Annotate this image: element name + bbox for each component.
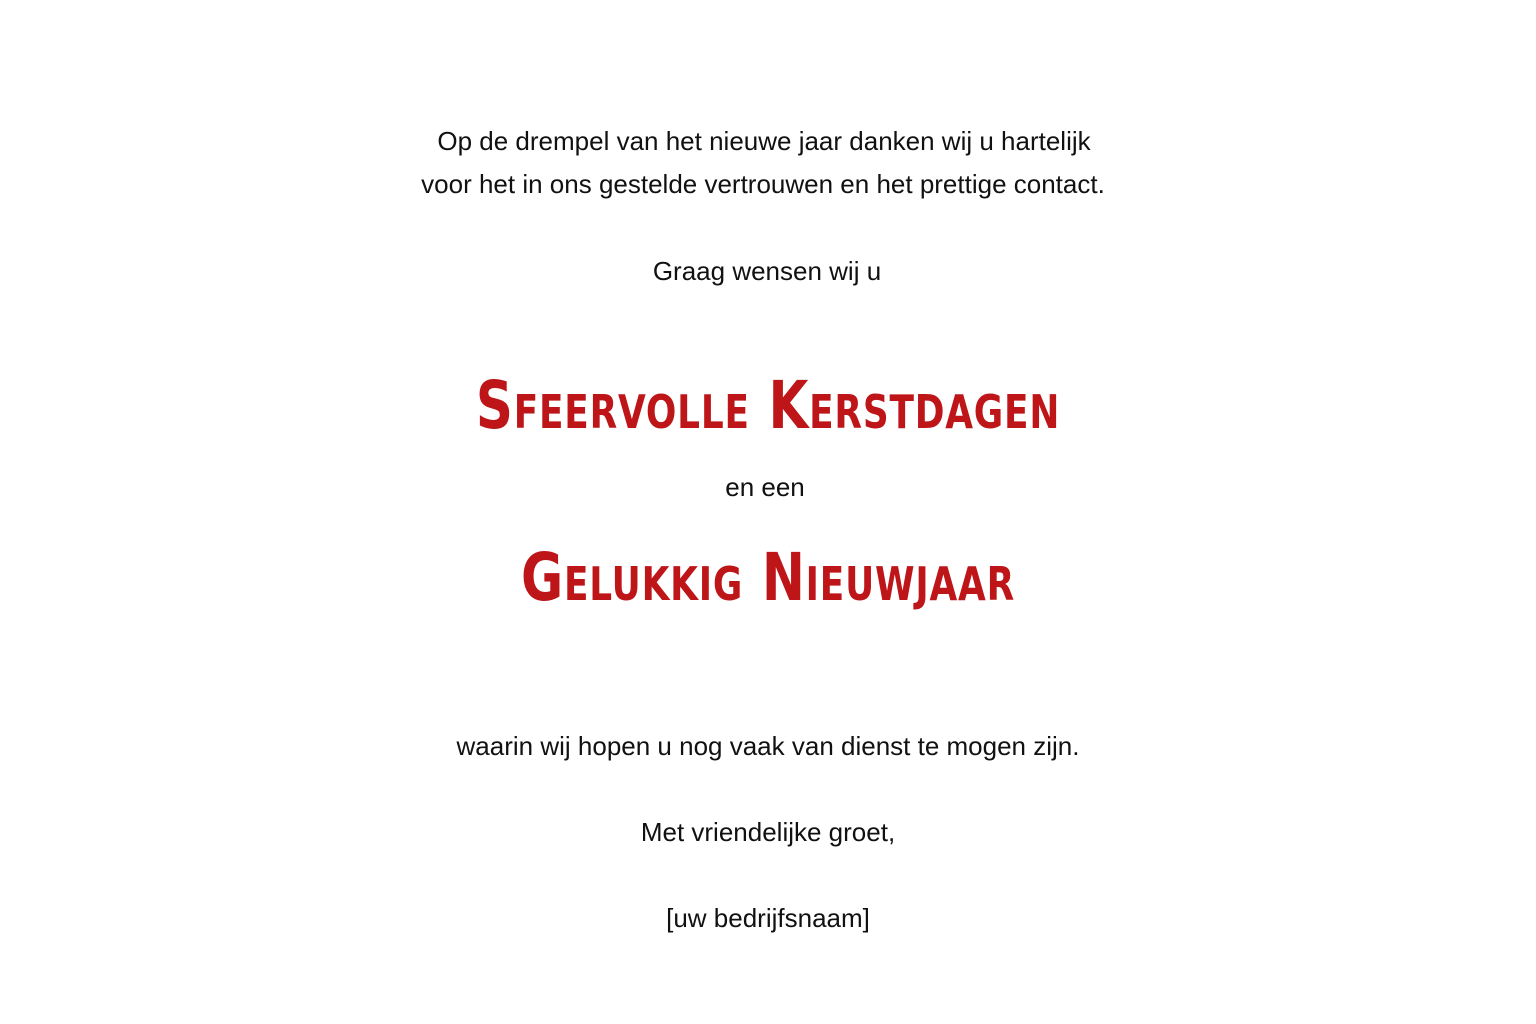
intro-line-1: Op de drempel van het nieuwe jaar danken wij u hartelijk [437, 126, 1091, 156]
headline-new-year: Gelukkig Nieuwjaar [520, 539, 1016, 616]
company-signature: [uw bedrijfsnaam] [666, 903, 870, 933]
connector-text: en een [725, 472, 805, 502]
greeting-text: Met vriendelijke groet, [640, 817, 896, 847]
closing-line: waarin wij hopen u nog vaak van dienst te mogen zijn. [456, 731, 1080, 761]
wish-intro: Graag wensen wij u [652, 256, 882, 286]
headline-christmas: Sfeervolle Kerstdagen [475, 367, 1061, 444]
intro-line-2: voor het in ons gestelde vertrouwen en het prettige contact. [421, 169, 1105, 199]
